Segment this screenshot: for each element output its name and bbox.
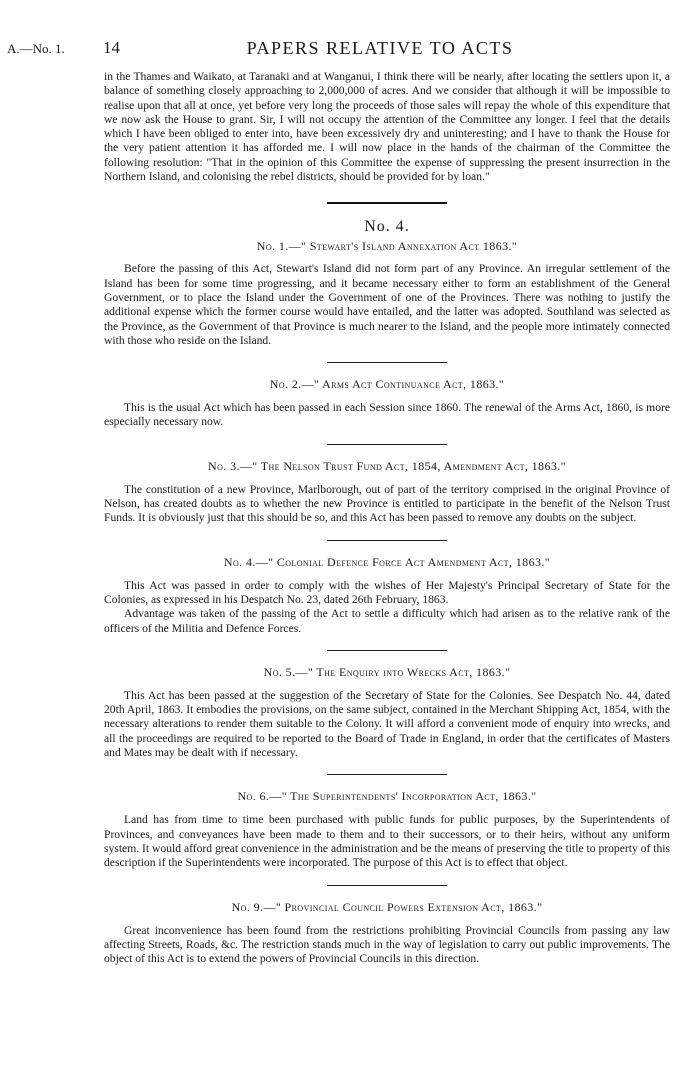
divider bbox=[327, 774, 447, 775]
page-number: 14 bbox=[103, 38, 120, 57]
act-body-2: This is the usual Act which has been passed in each Session since 1860. The renewal of the Arms Act, 1860, is more especially necessary now. bbox=[104, 401, 670, 429]
act-body-4: This Act was passed in order to comply with the wishes of Her Majesty's Principal Secretary of State for the Colonies, as expressed in his Despatch No. 23, dated 26th February, 1863. bbox=[104, 578, 670, 606]
act-heading-6: No. 6.—" The Superintendents' Incorporation Act, 1863." bbox=[237, 789, 537, 804]
act-body-1: Before the passing of this Act, Stewart's Island did not form part of any Province. An irregular settlement of the Island has been for some time progressing, and it became necessary either to form an establishment of the General Government, or to place the Island under the Government of one of the Provinces. There was nothing to justify the additional expense which the former course would have entailed, and the latter was adopted. Southland was selected as the Province, as the Government of that Province is much nearer to the Island, and the people more intimately connected with those who reside on the Island. bbox=[104, 262, 670, 347]
act-body-3: The constitution of a new Province, Marlborough, out of part of the territory comprised in the original Province of Nelson, has created doubts as to whether the new Province is entitled to participate in the benefit of the Nelson Trust Funds. It is obviously just that this should be so, and this Act has been passed to remove any doubts on the subject. bbox=[104, 482, 670, 525]
act-heading-4: No. 4.—" Colonial Defence Force Act Amendment Act, 1863." bbox=[223, 554, 551, 569]
act-body-9: Great inconvenience has been found from the restrictions prohibiting Provincial Councils from passing any law affecting Streets, Roads, &c. The restriction stands much in the way of legislation to carry out public improvements. The object of this Act is to extend the powers of Provincial Councils in this direction. bbox=[104, 923, 670, 966]
running-title: PAPERS RELATIVE TO ACTS bbox=[246, 38, 514, 58]
act-heading-2: No. 2.—" Arms Act Continuance Act, 1863." bbox=[269, 377, 505, 392]
divider bbox=[327, 885, 447, 886]
act-heading-9: No. 9.—" Provincial Council Powers Extension Act, 1863." bbox=[231, 899, 543, 914]
section-number: No. 4. bbox=[364, 218, 410, 236]
act-body-5: This Act has been passed at the suggestion of the Secretary of State for the Colonies. See Despatch No. 44, dated 20th April, 1863. It embodies the provisions, on the same subject, contained in the Merchant Shipping Act, 1854, with the necessary alterations to render them suitable to the Colony. It will afford a convenient mode of enquiry into wrecks, and all the proceedings are required to be reported to the Board of Trade in England, in order that the certificates of Masters and Mates may be dealt with if necessary. bbox=[104, 688, 670, 760]
divider bbox=[327, 444, 447, 445]
document-reference: A.—No. 1. bbox=[7, 41, 65, 56]
act-body-6: Land has from time to time been purchased with public funds for public purposes, by the Superintendents of Provinces, and conveyances have been made to them and to their successors, or to their heirs, without any uniform system. It would afford great convenience in the administration and be the means of preserving the title to property of this description if the Superintendents were incorporated. The purpose of this Act is to effect that object. bbox=[104, 813, 670, 870]
divider bbox=[327, 540, 447, 541]
intro-paragraph: in the Thames and Waikato, at Taranaki and at Wanganui, I think there will be nearly, after locating the settlers upon it, a balance of something closely approaching to 2,000,000 of acres. And we consider that although it will be impossible to realise upon that all at once, yet before very long the proceeds of those sales will repay the whole of this expenditure that we now ask the House to grant. Sir, I will not occupy the attention of the Committee any longer. I feel that the details which I have been obliged to enter into, have been excessively dry and uninteresting; and I have to thank the House for the very patient attention it has afforded me. I will now place in the hands of the chairman of the Committee the following resolution: "That in the opinion of this Committee the expense of suppressing the present insurrection in the Northern Island, and colonising the rebel districts, should be provided for by loan." bbox=[104, 70, 670, 184]
divider bbox=[327, 362, 447, 363]
act-heading-3: No. 3.—" The Nelson Trust Fund Act, 1854, Amendment Act, 1863." bbox=[208, 458, 566, 473]
section-divider bbox=[327, 202, 447, 204]
divider bbox=[327, 650, 447, 651]
act-heading-1: No. 1.—" Stewart's Island Annexation Act 1863." bbox=[256, 239, 518, 254]
act-heading-5: No. 5.—" The Enquiry into Wrecks Act, 1863." bbox=[263, 664, 511, 679]
page-content bbox=[104, 70, 670, 966]
act-body-4-continued: Advantage was taken of the passing of the Act to settle a difficulty which had arisen as to the relative rank of the officers of the Militia and Defence Forces. bbox=[104, 607, 670, 635]
